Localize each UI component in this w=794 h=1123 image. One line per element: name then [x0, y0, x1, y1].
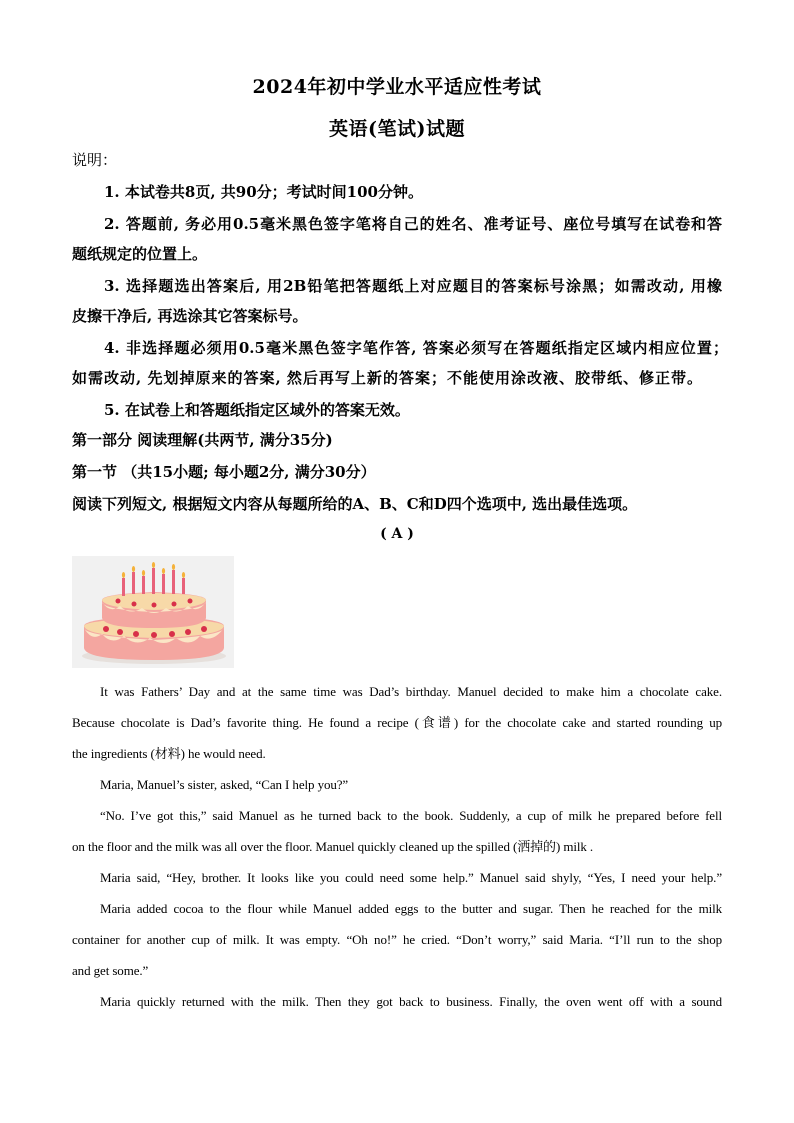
reading-direction: 阅读下列短文, 根据短文内容从每题所给的A、B、C和D四个选项中, 选出最佳选项。 [72, 495, 638, 513]
instruction-item-2-cont: 题纸规定的位置上。 [72, 245, 208, 263]
passage-line-8: Maria added cocoa to the flour while Manuel added eggs to the butter and sugar. Then he reached for the milk [100, 901, 722, 916]
exam-subtitle: 英语(笔试)试题 [329, 118, 465, 140]
passage-label: ( A ) [380, 526, 414, 542]
instruction-item-3-cont: 皮擦干净后, 再选涂其它答案标号。 [72, 307, 308, 325]
passage-line-2: Because chocolate is Dad’s favorite thing. He found a recipe (食谱) for the chocolate cake and started rounding up [72, 715, 722, 730]
passage-line-9: container for another cup of milk. It was empty. “Oh no!” he cried. “Don’t worry,” said Maria. “I’ll run to the shop [72, 932, 722, 947]
instruction-item-4: 4. 非选择题必须用0.5毫米黑色签字笔作答, 答案必须写在答题纸指定区域内相应位置； [104, 339, 728, 357]
instruction-item-2: 2. 答题前, 务必用0.5毫米黑色签字笔将自己的姓名、准考证号、座位号填写在试卷和答 [104, 215, 722, 233]
instruction-item-4-cont: 如需改动, 先划掉原来的答案, 然后再写上新的答案；不能使用涂改液、胶带纸、修正带。 [72, 369, 702, 387]
exam-title: 2024年初中学业水平适应性考试 [252, 76, 542, 98]
passage-line-6: on the floor and the milk was all over the floor. Manuel quickly cleaned up the spilled (洒掉的) milk . [72, 839, 594, 854]
passage-line-5: “No. I’ve got this,” said Manuel as he turned back to the book. Suddenly, a cup of milk he prepared before fell [100, 808, 722, 823]
passage-line-4: Maria, Manuel’s sister, asked, “Can I help you?” [100, 777, 349, 792]
passage-line-11: Maria quickly returned with the milk. Then they got back to business. Finally, the oven went off with a sound [100, 994, 722, 1009]
birthday-cake-image [72, 556, 234, 668]
passage-line-7: Maria said, “Hey, brother. It looks like you could need some help.” Manuel said shyly, “Yes, I need your help.” [100, 870, 722, 885]
instruction-item-5: 5. 在试卷上和答题纸指定区域外的答案无效。 [104, 401, 410, 419]
passage-line-3: the ingredients (材料) he would need. [72, 746, 266, 761]
passage-line-1: It was Fathers’ Day and at the same time was Dad’s birthday. Manuel decided to make him a chocolate cake. [100, 684, 722, 699]
part1-heading: 第一部分 阅读理解(共两节, 满分35分) [72, 431, 333, 449]
instructions-label: 说明： [72, 151, 118, 169]
passage-line-10: and get some.” [72, 963, 149, 978]
section1-heading: 第一节 （共15小题; 每小题2分, 满分30分） [72, 463, 376, 481]
instruction-item-3: 3. 选择题选出答案后, 用2B铅笔把答题纸上对应题目的答案标号涂黑；如需改动, 用橡 [104, 277, 722, 295]
instruction-item-1: 1. 本试卷共8页, 共90分；考试时间100分钟。 [104, 183, 423, 201]
